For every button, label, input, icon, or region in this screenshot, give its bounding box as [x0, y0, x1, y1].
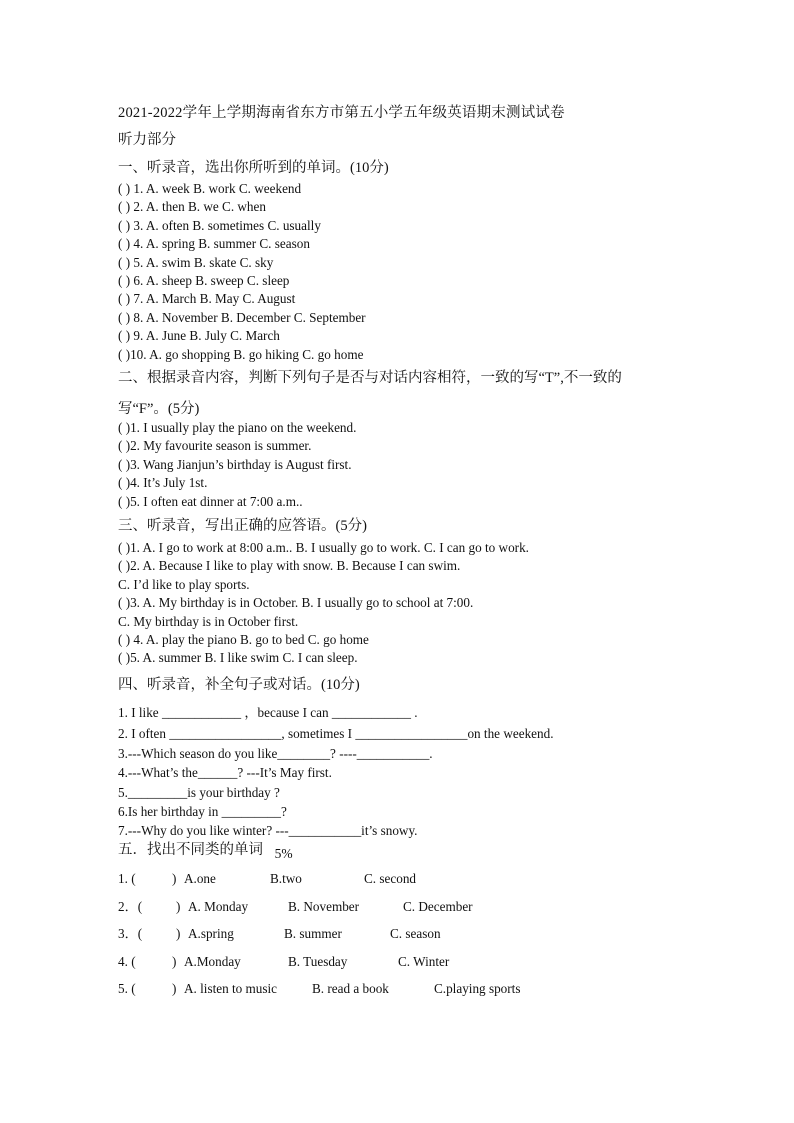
section-3-items: [118, 539, 529, 668]
section-5-title: 五．找出不同类的单词: [118, 842, 263, 858]
part-label: 听力部分: [118, 132, 176, 148]
question-item: ( ) 1. A. week B. work C. weekend: [118, 181, 302, 196]
section-1-heading: 一、听录音，选出你所听到的单词。(10分): [118, 160, 389, 176]
question-item: ( ) 4. A. spring B. summer C. season: [118, 236, 310, 252]
question-item: ( ) 6. A. sheep B. sweep C. sleep: [118, 272, 290, 288]
question-item: ( )5. I often eat dinner at 7:00 a.m..: [118, 493, 303, 509]
question-item: ( ) 5. A. swim B. skate C. sky: [118, 254, 274, 270]
question-item: ( ) 2. A. then B. we C. when: [118, 199, 266, 215]
section-5-score: 5%: [274, 846, 293, 861]
choice-row: [118, 952, 638, 980]
section-3-heading: 三、听录音，写出正确的应答语。(5分): [118, 518, 367, 534]
option-a: A.Monday: [184, 953, 241, 969]
section-2-items: [118, 419, 356, 511]
option-b: B. Tuesday: [288, 953, 348, 969]
option-b: B. November: [288, 898, 360, 914]
row-number: 2．(: [118, 898, 143, 914]
option-a: A. listen to music: [184, 981, 278, 997]
choice-row: [118, 979, 638, 1007]
option-a: A. Monday: [188, 898, 249, 914]
answer-paren: ): [172, 871, 177, 886]
question-item: ( )2. My favourite season is summer.: [118, 438, 312, 454]
question-item: ( ) 3. A. often B. sometimes C. usually: [118, 217, 321, 233]
answer-paren: ): [176, 926, 181, 942]
question-item: ( )5. A. summer B. I like swim C. I can sleep.: [118, 650, 358, 666]
section-4-items: [118, 703, 554, 841]
fill-blank-item: 4.---What’s the______? ---It’s May first.: [118, 765, 332, 781]
fill-blank-item: 2. I often _________________, sometimes I _________________on the weekend.: [118, 726, 554, 742]
option-c: C. season: [390, 926, 441, 942]
question-item: ( )3. Wang Jianjun’s birthday is August first.: [118, 456, 352, 472]
option-b: B. read a book: [312, 981, 389, 997]
choice-row: [118, 924, 638, 952]
question-item: ( )3. A. My birthday is in October. B. I usually go to school at 7:00.: [118, 595, 474, 611]
section-5-rows: [118, 869, 638, 1007]
question-item: ( )2. A. Because I like to play with snow. B. Because I can swim.: [118, 558, 461, 574]
question-item: ( )4. It’s July 1st.: [118, 475, 208, 491]
option-c: C. December: [403, 898, 473, 914]
question-item: C. I’d like to play sports.: [118, 576, 250, 592]
question-item: ( )1. I usually play the piano on the weekend.: [118, 420, 357, 435]
question-item: C. My birthday is in October first.: [118, 613, 299, 629]
option-c: C.playing sports: [434, 981, 521, 997]
choice-row: [118, 869, 638, 897]
option-a: A.spring: [188, 926, 234, 942]
fill-blank-item: 6.Is her birthday in _________?: [118, 803, 287, 819]
answer-paren: ): [176, 898, 181, 914]
choice-row: [118, 897, 638, 925]
row-number: 5. (: [118, 981, 136, 997]
row-number: 4. (: [118, 953, 136, 969]
question-item: ( )10. A. go shopping B. go hiking C. go home: [118, 346, 364, 362]
option-b: B. summer: [284, 926, 342, 942]
option-b: B.two: [270, 871, 302, 886]
question-item: ( )1. A. I go to work at 8:00 a.m.. B. I usually go to work. C. I can go to work.: [118, 540, 529, 555]
exam-title: 2021-2022学年上学期海南省东方市第五小学五年级英语期末测试试卷: [118, 105, 565, 121]
fill-blank-item: 5._________is your birthday ?: [118, 784, 280, 800]
row-number: 1. (: [118, 871, 136, 886]
section-1-items: [118, 180, 366, 364]
section-5-heading: [118, 838, 293, 859]
option-c: C. Winter: [398, 953, 450, 969]
option-a: A.one: [184, 871, 216, 886]
section-2-heading-line2: 写“F”。(5分): [118, 401, 200, 417]
fill-blank-item: 3.---Which season do you like________? ----___________.: [118, 745, 433, 761]
row-number: 3．(: [118, 926, 143, 942]
fill-blank-item: 1. I like ____________ ，because I can ____________ .: [118, 705, 418, 720]
answer-paren: ): [172, 953, 177, 969]
question-item: ( ) 8. A. November B. December C. September: [118, 309, 366, 325]
option-c: C. second: [364, 871, 417, 886]
answer-paren: ): [172, 981, 177, 997]
question-item: ( ) 9. A. June B. July C. March: [118, 328, 280, 344]
section-2-heading-line1: 二、根据录音内容，判断下列句子是否与对话内容相符，一致的写“T”,不一致的: [118, 370, 622, 386]
fill-blank-item: 7.---Why do you like winter? ---___________it’s snowy.: [118, 823, 418, 839]
question-item: ( ) 4. A. play the piano B. go to bed C. go home: [118, 631, 369, 647]
question-item: ( ) 7. A. March B. May C. August: [118, 291, 296, 307]
section-4-heading: 四、听录音，补全句子或对话。(10分): [118, 677, 360, 693]
